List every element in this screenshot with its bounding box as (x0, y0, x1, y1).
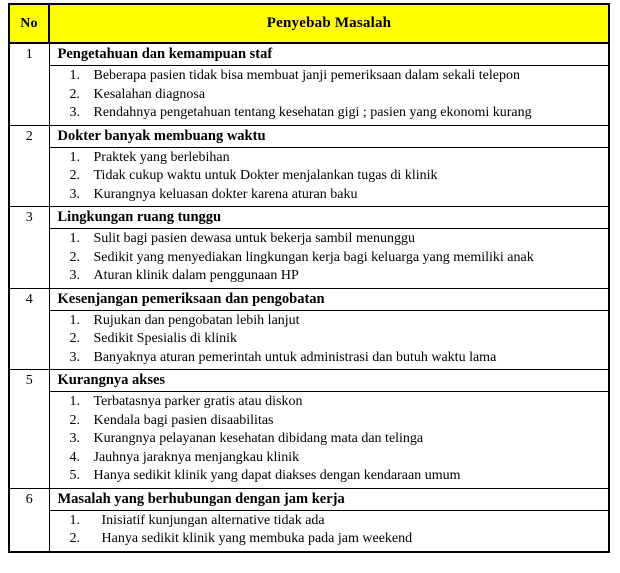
row-cause-list (50, 148, 609, 207)
list-item: Kurangnya keluasan dokter karena aturan baku (93, 186, 358, 202)
row-cause-list (50, 229, 609, 288)
table-row (9, 125, 609, 207)
list-item: Kurangnya pelayanan kesehatan dibidang mata dan telinga (93, 431, 424, 446)
row-content-cell (49, 43, 609, 125)
list-item: Jauhnya jaraknya menjangkau klinik (93, 449, 300, 465)
list-item: Kendala bagi pasien disaabilitas (93, 412, 274, 428)
row-content-cell (49, 488, 609, 552)
row-category-title: Lingkungan ruang tunggu (50, 207, 609, 229)
list-item: Inisiatif kunjungan alternative tidak ada (101, 512, 325, 528)
list-item: Sedikit Spesialis di klinik (93, 331, 238, 346)
list-item: Rendahnya pengetahuan tentang kesehatan gigi ; pasien yang ekonomi kurang (93, 105, 532, 120)
list-item: Terbatasnya parker gratis atau diskon (93, 394, 303, 409)
row-category-title: Masalah yang berhubungan dengan jam kerja (50, 489, 609, 511)
row-cause-list (50, 311, 609, 370)
list-item: Praktek yang berlebihan (93, 149, 230, 165)
row-content-cell (49, 207, 609, 289)
list-item: Sedikit yang menyediakan lingkungan kerja bagi keluarga yang memiliki anak (93, 249, 534, 265)
row-category-title: Kurangnya akses (50, 370, 609, 392)
list-item: Hanya sedikit klinik yang dapat diakses dengan kendaraan umum (93, 468, 461, 483)
table-body (9, 43, 609, 552)
table-row (9, 288, 609, 370)
row-number-cell: 5 (9, 370, 49, 489)
row-number-cell: 4 (9, 288, 49, 370)
list-item: Tidak cukup waktu untuk Dokter menjalankan tugas di klinik (93, 168, 438, 183)
table-row (9, 370, 609, 489)
row-number-cell: 3 (9, 207, 49, 289)
table-header (9, 4, 609, 43)
row-cause-list (50, 392, 609, 488)
problem-cause-table (8, 3, 610, 553)
table-header-row (9, 4, 609, 43)
row-cause-list (50, 511, 609, 551)
table-row (9, 488, 609, 552)
list-item: Beberapa pasien tidak bisa membuat janji pemeriksaan dalam sekali telepon (93, 68, 520, 83)
row-number-cell: 6 (9, 488, 49, 552)
list-item: Hanya sedikit klinik yang membuka pada jam weekend (101, 531, 413, 546)
list-item: Sulit bagi pasien dewasa untuk bekerja sambil menunggu (93, 231, 416, 246)
row-category-title: Pengetahuan dan kemampuan staf (50, 44, 609, 66)
table-row (9, 43, 609, 125)
row-content-cell (49, 125, 609, 207)
list-item: Aturan klinik dalam penggunaan HP (93, 268, 299, 283)
column-header-problem: Penyebab Masalah (49, 4, 609, 43)
problem-cause-table-container (8, 3, 608, 553)
row-number-cell: 2 (9, 125, 49, 207)
row-category-title: Dokter banyak membuang waktu (50, 126, 609, 148)
row-number-cell: 1 (9, 43, 49, 125)
row-content-cell (49, 288, 609, 370)
row-cause-list (50, 66, 609, 125)
row-content-cell (49, 370, 609, 489)
column-header-no: No (9, 4, 49, 43)
table-row (9, 207, 609, 289)
list-item: Banyaknya aturan pemerintah untuk administrasi dan butuh waktu lama (93, 349, 497, 365)
list-item: Rujukan dan pengobatan lebih lanjut (93, 312, 300, 328)
list-item: Kesalahan diagnosa (93, 86, 206, 102)
row-category-title: Kesenjangan pemeriksaan dan pengobatan (50, 289, 609, 311)
